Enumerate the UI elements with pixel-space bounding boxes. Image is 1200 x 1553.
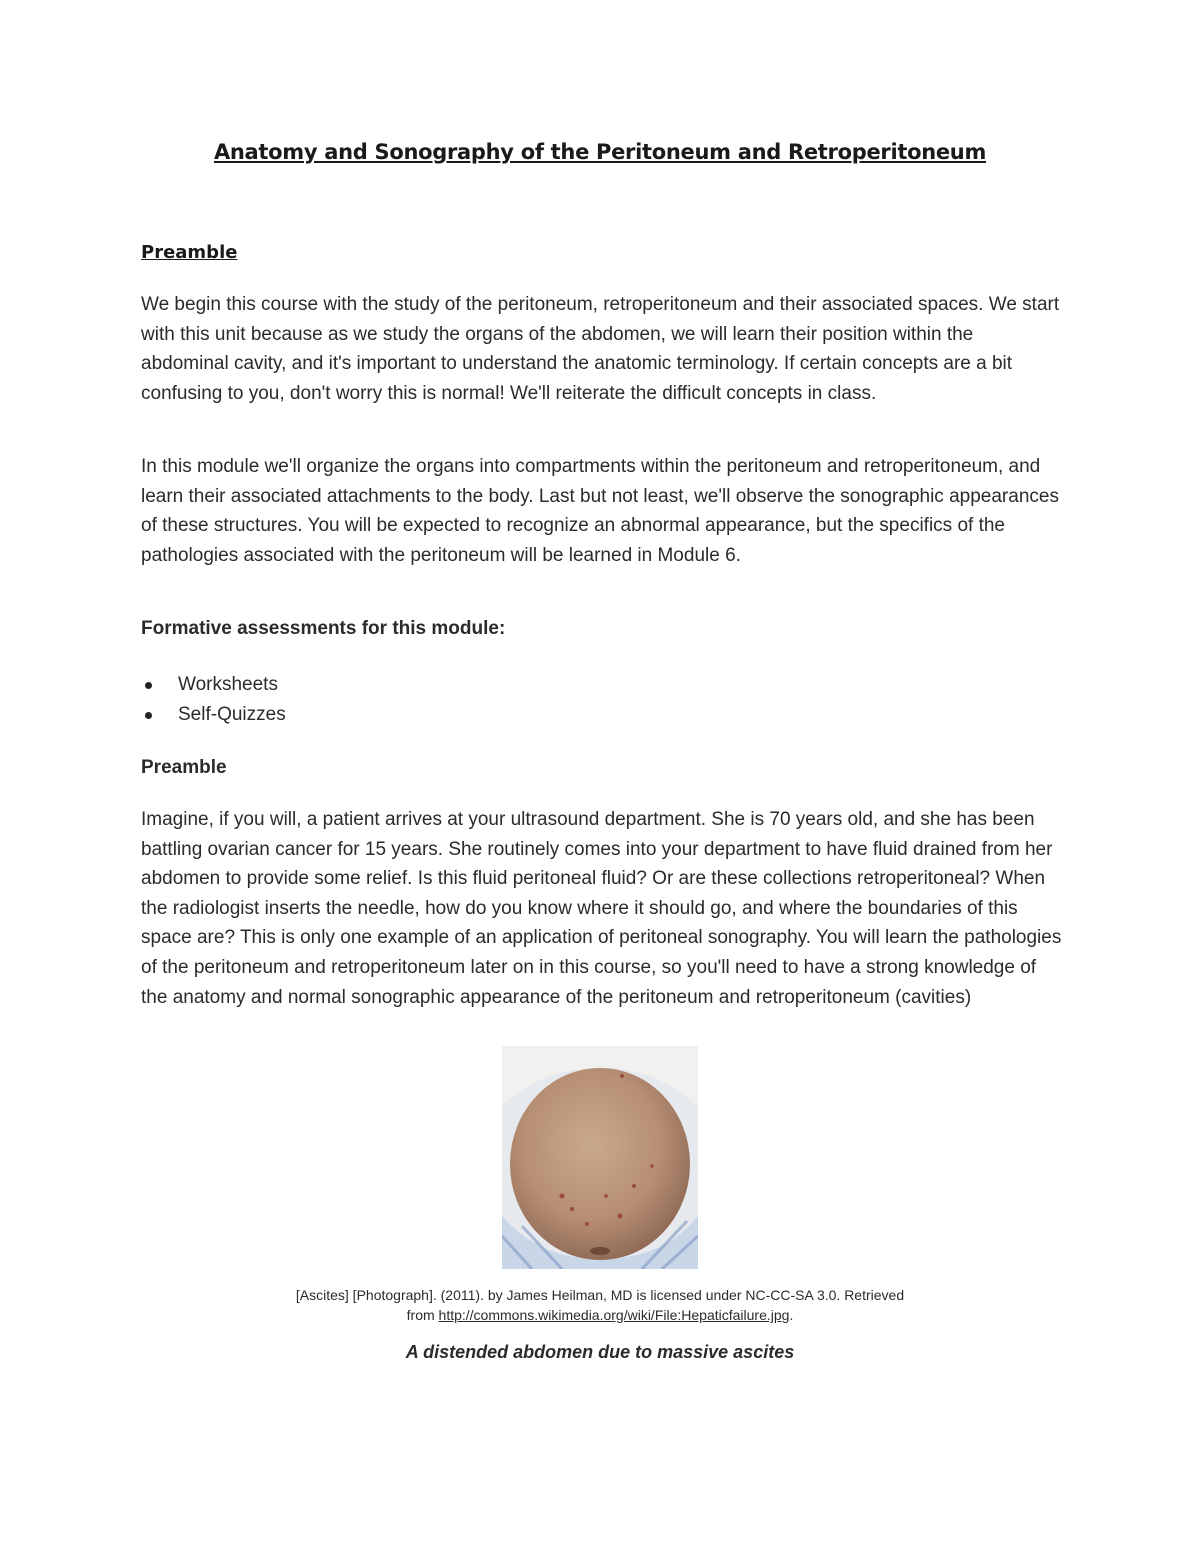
citation-from: from <box>406 1307 439 1323</box>
document-title: Anatomy and Sonography of the Peritoneum and Retroperitoneum <box>213 140 987 164</box>
intro-paragraph: We begin this course with the study of the peritoneum, retroperitoneum and their associated spaces. We start with this unit because as we study the organs of the abdomen, we will learn their position within the abdominal cavity, and it's important to understand the anatomic terminology. If certain concepts are a bit confusing to you, don't worry this is normal! We'll reiterate the difficult concepts in class. <box>141 294 1060 404</box>
formative-heading: Formative assessments for this module: <box>141 618 506 639</box>
scenario-paragraph: Imagine, if you will, a patient arrives at your ultrasound department. She is 70 years old, and she has been battling ovarian cancer for 15 years. She routinely comes into your department to have fluid drained from her abdomen to provide some relief. Is this fluid peritoneal fluid? Or are these collections retroperitoneal? When the radiologist inserts the needle, how do you know where it should go, and where the boundaries of this space are? This is only one example of an application of peritoneal sonography. You will learn the pathologies of the peritoneum and retroperitoneum later on in this course, so you'll need to have a strong knowledge of the anatomy and normal sonographic appearance of the peritoneum and retroperitoneum (cavities) <box>141 809 1062 1008</box>
image-caption: A distended abdomen due to massive ascites <box>405 1342 795 1362</box>
assessment-list <box>141 670 286 730</box>
citation-text: [Ascites] [Photograph]. (2011). by James Heilman, MD is licensed under NC-CC-SA 3.0. Retrieved <box>295 1287 905 1303</box>
preamble-heading: Preamble <box>141 242 238 263</box>
preamble-heading-2: Preamble <box>141 757 227 778</box>
citation-link[interactable]: http://commons.wikimedia.org/wiki/File:Hepaticfailure.jpg <box>438 1307 790 1323</box>
photo-citation <box>0 1285 1200 1325</box>
list-item <box>141 700 286 730</box>
list-item-label: Self-Quizzes <box>178 704 286 725</box>
list-item-label: Worksheets <box>178 674 278 695</box>
module-paragraph: In this module we'll organize the organs into compartments within the peritoneum and retroperitoneum, and learn their associated attachments to the body. Last but not least, we'll observe the sonographic appearances of these structures. You will be expected to recognize an abnormal appearance, but the specifics of the pathologies associated with the peritoneum will be learned in Module 6. <box>141 456 1059 566</box>
citation-end: . <box>789 1307 794 1323</box>
bullet-icon <box>145 712 152 719</box>
bullet-icon <box>145 682 152 689</box>
ascites-photo <box>502 1046 698 1269</box>
abdomen-illustration <box>502 1046 698 1269</box>
list-item <box>141 670 286 700</box>
